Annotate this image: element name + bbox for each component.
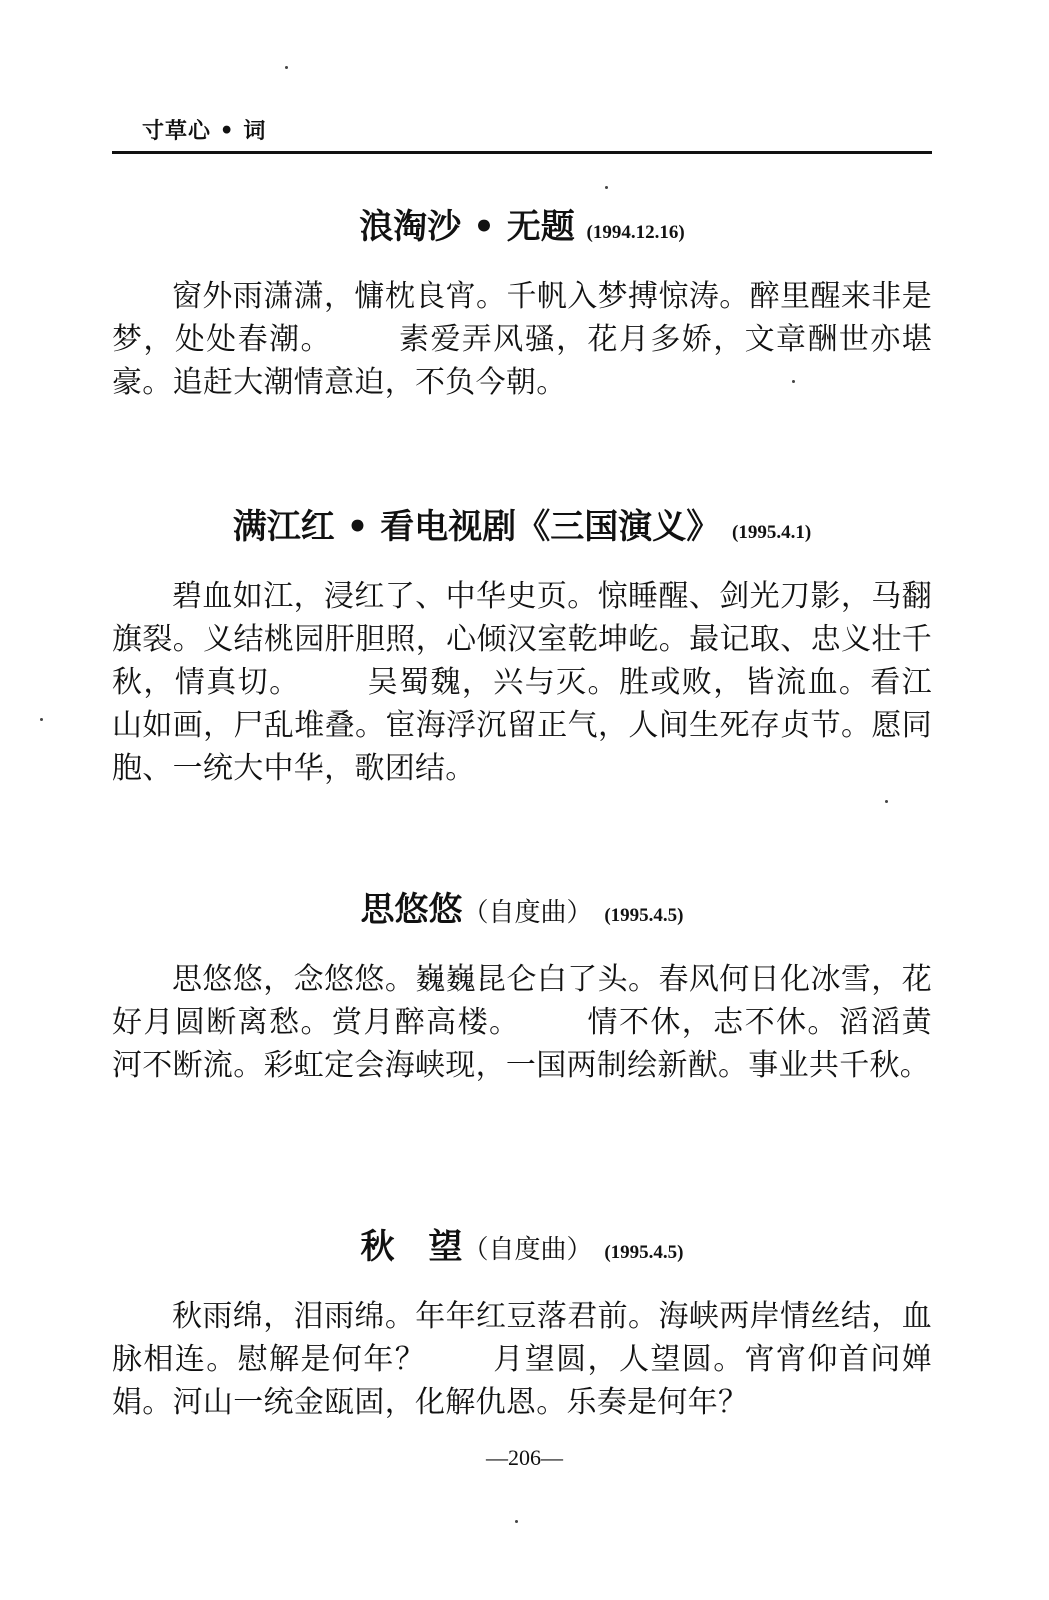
poem-body [112, 958, 932, 1087]
poem-1 [112, 205, 932, 404]
poem-4 [112, 1225, 932, 1424]
poem-date: (1995.4.1) [732, 522, 812, 543]
header-rule [112, 151, 932, 154]
poem-title-note: （自度曲） [462, 898, 593, 928]
poem-title [112, 1225, 932, 1275]
poem-stanza-1: 思悠悠，念悠悠。巍巍昆仑白了头。春风何日化冰雪，花好月圆断离愁。赏月醉高楼。 [112, 962, 932, 1040]
poem-stanza-2: 月望圆，人望圆。宵宵仰首问婵娟。河山一统金瓯固，化解仇恩。乐奏是何年？ [112, 1342, 933, 1420]
poem-stanza-2: 情不休，志不休。滔滔黄河不断流。彩虹定会海峡现，一国两制绘新猷。事业共千秋。 [112, 1005, 932, 1083]
poem-2 [112, 505, 932, 790]
poem-stanza-2: 吴蜀魏，兴与灭。胜或败，皆流血。看江山如画，尸乱堆叠。宦海浮沉留正气，人间生死存贞节。愿同胞、一统大中华，歌团结。 [112, 665, 932, 786]
scan-speck [515, 1520, 518, 1523]
poem-stanza-2: 素爱弄风骚，花月多娇，文章酬世亦堪豪。追赶大潮情意迫，不负今朝。 [112, 322, 932, 400]
poem-title [112, 888, 932, 938]
scan-speck [285, 66, 288, 69]
poem-title-text: 秋 望 [360, 1227, 463, 1267]
poem-date: (1995.4.5) [604, 1242, 684, 1263]
poem-title-text: 浪淘沙 • 无题 [359, 207, 575, 247]
page-number: —206— [486, 1445, 563, 1470]
poem-date: (1995.4.5) [604, 905, 684, 926]
poem-title [112, 205, 932, 255]
poem-body [112, 1295, 932, 1424]
poem-date: (1994.12.16) [586, 222, 685, 243]
poem-stanza-1: 碧血如江，浸红了、中华史页。惊睡醒、剑光刀影，马翻旗裂。义结桃园肝胆照，心倾汉室乾坤屹。最记取、忠义壮千秋，情真切。 [112, 579, 932, 700]
scan-speck [40, 718, 43, 721]
poem-3 [112, 888, 932, 1087]
poem-stanza-1: 窗外雨潇潇，慵枕良宵。千帆入梦搏惊涛。醉里醒来非是梦，处处春潮。 [112, 279, 932, 357]
poem-title-text: 满江红 • 看电视剧《三国演义》 [232, 507, 721, 547]
poem-body [112, 275, 932, 404]
poem-title-note: （自度曲） [462, 1235, 593, 1265]
running-head: 寸草心 • 词 [142, 118, 267, 144]
poem-title-text: 思悠悠 [360, 890, 463, 930]
scan-speck [885, 800, 888, 803]
poem-title [112, 505, 932, 555]
poem-stanza-1: 秋雨绵，泪雨绵。年年红豆落君前。海峡两岸情丝结，血脉相连。慰解是何年？ [112, 1299, 932, 1377]
scan-speck [792, 380, 795, 383]
poem-body [112, 575, 932, 790]
scan-speck [605, 186, 608, 189]
